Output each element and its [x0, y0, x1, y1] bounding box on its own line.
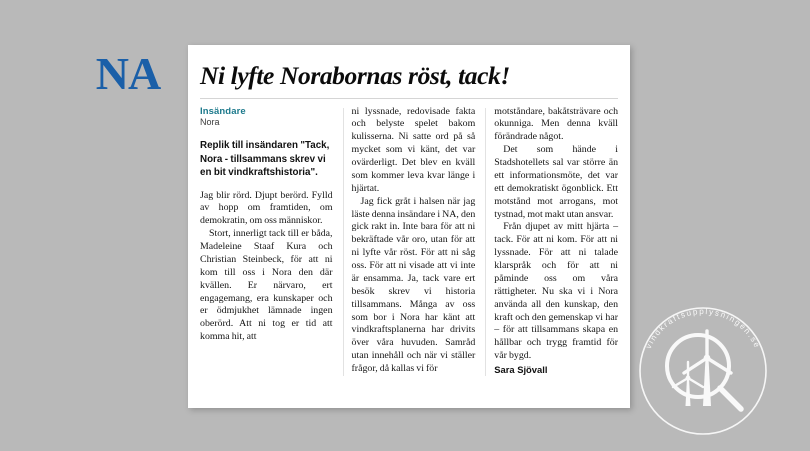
na-logo-text: NA — [95, 48, 161, 99]
article-column-2 — [343, 106, 476, 376]
article-body-column-1 — [200, 190, 333, 345]
magnifier-wind-turbine-icon — [628, 296, 778, 446]
article-paragraph: Det som hände i Stadshotellets sal var större än ett informationsmöte, det var ett demokratiskt ögonblick. Ett motstånd mot arrogans, mot tystnad, mot makt utan ansvar. — [494, 144, 619, 220]
article-paragraph: ni lyssnade, redovisade fakta och belyste spelet bakom kulisserna. Ni satte ord på så mycket som vi känt, det var ovärderligt. Det blev en kväll som kommer leva kvar länge i hjärtat. — [351, 105, 476, 194]
article-columns — [200, 106, 618, 376]
article-paragraph: Jag fick gråt i halsen när jag läste denna insändare i NA, den gick rakt in. Inte bara för att ni bekräftade vår oro, utan för att ni lyfte vår röst. För att ni såg oss. För att ni visade att vi inte är ensamma. Ja, tack vare ert besök skrev vi historia tillsammans. Många av oss som bor i Nora har känt att vindkraftsplanerna har drivits över våra huvuden. Samråd utan innehåll och när vi ställer frågor, då kallas vi för — [351, 195, 476, 374]
watermark-outer-ring — [640, 308, 766, 434]
watermark-curved-text: vindkraftsupplysningen.se — [643, 306, 763, 351]
article-body-column-3 — [494, 106, 618, 364]
magnifier-lens-icon — [667, 335, 729, 397]
article-signature: Sara Sjövall — [494, 364, 548, 375]
magnifier-handle-icon — [720, 388, 741, 409]
headline-divider — [200, 98, 618, 99]
article-body-column-2 — [352, 106, 476, 376]
na-newspaper-logo — [86, 48, 170, 99]
wind-turbine-small-icon — [673, 362, 703, 406]
wind-turbine-large-icon — [684, 331, 731, 406]
article-paragraph: Jag blir rörd. Djupt berörd. Fylld av hopp om framtiden, om demokratin, om oss människor. — [200, 189, 333, 227]
vindkraftsupplysningen-watermark — [628, 296, 778, 446]
article-paragraph: motståndare, bakåtsträvare och okunniga. Men denna kväll förändrade något. — [494, 105, 619, 143]
article-paragraph: Stort, innerligt tack till er båda, Madeleine Staaf Kura och Christian Steinbeck, för att ni kom till oss i Nora den där kvällen. Er närvaro, ert engagemang, era kunskaper och er ödmjukhet lämnade ingen oberörd. Att ni tog er tid att komma hit, att — [200, 228, 333, 343]
article-lede: Replik till insändaren "Tack, Nora - tillsammans skrev vi en bit vindkraftshistoria". — [200, 140, 330, 179]
article-kicker-location: Nora — [200, 117, 220, 128]
article-paragraph: Från djupet av mitt hjärta – tack. För att ni kom. För att ni lyssnade. För att ni talade klarspråk och för att ni påminde oss om våra rättigheter. Nu ska vi i Nora använda all den kunskap, den kraft och den gemenskap vi har – för att tillsammans skapa en hållbar och trygg framtid för vår bygd. — [494, 221, 619, 362]
article-column-1 — [200, 106, 333, 376]
article-headline: Ni lyfte Norabornas röst, tack! — [200, 61, 510, 90]
newspaper-clipping-card — [188, 45, 630, 408]
article-column-3 — [485, 106, 618, 376]
article-kicker: Insändare — [200, 105, 246, 117]
